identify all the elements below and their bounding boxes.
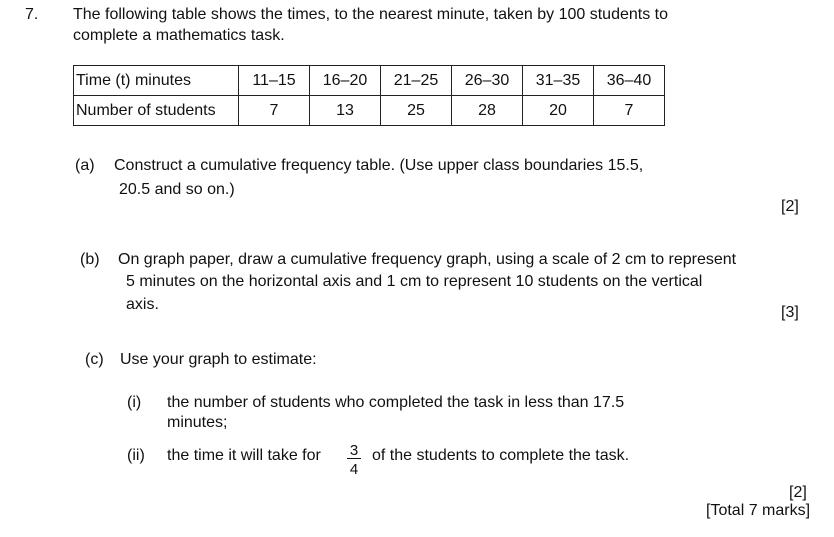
frequency-cell: 28: [452, 96, 523, 126]
question-intro-line2: complete a mathematics task.: [73, 27, 285, 44]
part-c-label: (c): [85, 351, 104, 368]
row-header-students: Number of students: [74, 96, 239, 126]
total-marks: [Total 7 marks]: [706, 502, 811, 519]
fraction-denominator: 4: [349, 461, 359, 478]
part-c-intro: Use your graph to estimate:: [120, 351, 317, 368]
part-a-line1: Construct a cumulative frequency table. (Use upper class boundaries 15.5,: [114, 157, 644, 174]
question-number: 7.: [25, 6, 39, 23]
frequency-cell: 20: [523, 96, 594, 126]
part-b-line2: 5 minutes on the horizontal axis and 1 cm to represent 10 students on the vertical: [126, 273, 703, 290]
part-c-ii-label: (ii): [127, 447, 145, 464]
frequency-cell: 25: [381, 96, 452, 126]
part-b-line1: On graph paper, draw a cumulative frequency graph, using a scale of 2 cm to represent: [118, 251, 737, 268]
fraction-numerator: 3: [347, 443, 361, 459]
interval-cell: 16–20: [310, 66, 381, 96]
frequency-table: [73, 65, 665, 126]
part-b-marks: [3]: [781, 304, 799, 321]
frequency-cell: 13: [310, 96, 381, 126]
part-c-ii-text: the time it will take for: [167, 447, 321, 464]
fraction-three-quarters: [347, 443, 361, 479]
question-intro-line1: The following table shows the times, to the nearest minute, taken by 100 students to: [73, 6, 669, 23]
part-c-ii-text-after: of the students to complete the task.: [372, 447, 630, 464]
part-c-marks: [2]: [789, 484, 807, 501]
interval-cell: 31–35: [523, 66, 594, 96]
part-b-label: (b): [80, 251, 100, 268]
part-b-line3: axis.: [126, 296, 159, 313]
part-c-i-line2: minutes;: [167, 414, 228, 431]
interval-cell: 11–15: [239, 66, 310, 96]
interval-cell: 36–40: [594, 66, 665, 96]
part-c-i-label: (i): [127, 394, 142, 411]
frequency-cell: 7: [239, 96, 310, 126]
frequency-cell: 7: [594, 96, 665, 126]
part-a-label: (a): [75, 157, 95, 174]
table-row: [74, 66, 665, 96]
part-a-line2: 20.5 and so on.): [119, 181, 235, 198]
interval-cell: 26–30: [452, 66, 523, 96]
part-c-i-line1: the number of students who completed the task in less than 17.5: [167, 394, 625, 411]
table-row: [74, 96, 665, 126]
interval-cell: 21–25: [381, 66, 452, 96]
row-header-time: Time (t) minutes: [74, 66, 239, 96]
part-a-marks: [2]: [781, 198, 799, 215]
